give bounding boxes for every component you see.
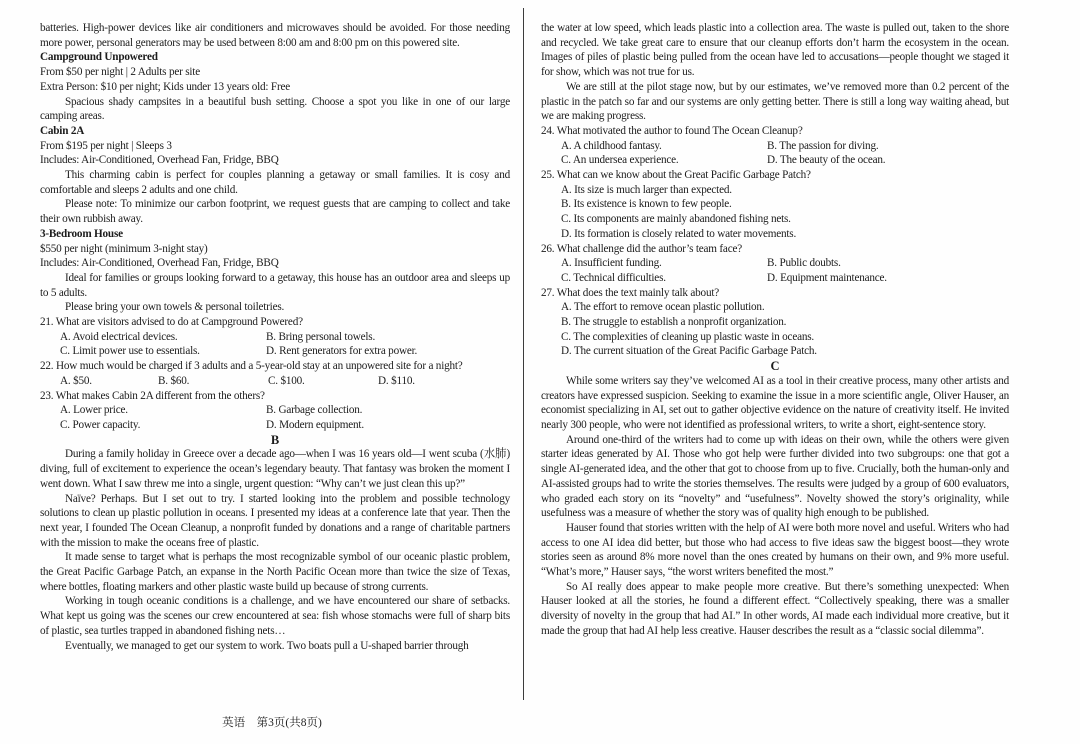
paragraph: the water at low speed, which leads plastic into a collection area. The waste is pulled out, taken to the shore and recycled. We take great care to ensure that our cleanup efforts don’t harm the ecosystem in the ocean. Images of piles of plastic being pulled from the ocean have led to accusations—people thought we staged it for show, which was not true for us. (541, 22, 1009, 79)
paragraph: batteries. High-power devices like air conditioners and microwaves should be avoided. For those needing more power, personal generators may be used between 8:00 am and 8:00 pm on this powered site. (40, 22, 510, 49)
option: B. The passion for diving. (767, 139, 879, 152)
column-divider (523, 8, 524, 700)
paragraph: Eventually, we managed to get our system to work. Two boats pull a U-shaped barrier through (65, 639, 469, 652)
section-label: B (270, 432, 280, 447)
question: 21. What are visitors advised to do at Campground Powered? (40, 316, 303, 329)
option: D. The beauty of the ocean. (767, 154, 886, 167)
left-column (40, 21, 510, 653)
option: C. Technical difficulties. (561, 271, 666, 284)
options-row (541, 139, 1009, 168)
option: A. Avoid electrical devices. (60, 330, 178, 343)
info-line: $550 per night (minimum 3-night stay) (40, 242, 208, 255)
option: A. Its size is much larger than expected. (561, 183, 732, 196)
option: D. Rent generators for extra power. (266, 345, 418, 358)
option: D. Modern equipment. (266, 418, 364, 431)
paragraph: This charming cabin is perfect for couples planning a getaway or small families. It is cosy and comfortable and sleeps 2 adults and one child. (40, 169, 510, 196)
item-heading: Cabin 2A (40, 124, 85, 137)
option: A. The effort to remove ocean plastic pollution. (561, 301, 765, 314)
paragraph: While some writers say they’ve welcomed AI as a tool in their creative process, many other artists and creators have expressed suspicion. Seeking to examine the issue in a more scientific angle, Oliver Hauser, an economist specializing in AI, set out to gather objective evidence on the nature of creativity itself. He invited nearly 300 people, who were not identified as professional writers, to write a short, eight-sentence story. (541, 374, 1009, 431)
options-row (541, 300, 1009, 359)
paragraph: Please bring your own towels & personal toiletries. (65, 301, 285, 314)
paragraph: It made sense to target what is perhaps the most recognizable symbol of our oceanic plastic problem, the Great Pacific Garbage Patch, an expanse in the North Pacific Ocean more than twice the size of Texas, where bottles, floating markers and other plastic waste build up because of strong currents. (40, 551, 510, 593)
option: A. Insufficient funding. (561, 257, 662, 270)
paragraph: We are still at the pilot stage now, but by our estimates, we’ve removed more than 0.2 percent of the plastic in the patch so far and our systems are only getting better. There is still a long way waiting ahead, but we are making progress. (541, 80, 1009, 123)
paragraph: Please note: To minimize our carbon footprint, we request guests that are camping to collect and take their own rubbish away. (40, 198, 510, 226)
question: 25. What can we know about the Great Pacific Garbage Patch? (541, 169, 811, 182)
options-row (40, 403, 510, 432)
paragraph: So AI really does appear to make people more creative. But there’s something unexpected: When Hauser looked at all the stories, he found a different effect. “Collectively speaking, there was a smaller diversity of novelty in the group that had AI.” In other words, AI made each individual more creative, but it made the group that had AI help less creative. Hauser describes the result as a “classic social dilemma”. (541, 580, 1009, 637)
info-line: Extra Person: $10 per night; Kids under 13 years old: Free (40, 80, 291, 93)
question: 22. How much would be charged if 3 adults and a 5-year-old stay at an unpowered site for a night? (40, 360, 463, 373)
paragraph: Naïve? Perhaps. But I set out to try. I started looking into the problem and possible technology solutions to clean up plastic pollution in oceans. I presented my ideas at a conference late that year. Then the next year, I founded The Ocean Cleanup, a nonprofit funded by donations and a range of charitable partners with the mission to make the oceans free of plastic. (40, 492, 510, 549)
paragraph: During a family holiday in Greece over a decade ago—when I was 16 years old—I went scuba (水肺) diving, full of excitement to experience the ocean’s legendary beauty. That fantasy was broken the moment I went down. What I saw threw me into a single, urgent question: “Why can’t we just clean this up?” (40, 448, 510, 490)
option: B. Public doubts. (767, 257, 841, 270)
option: B. $60. (158, 374, 190, 387)
options-row (541, 183, 1009, 242)
paragraph: Around one-third of the writers had to come up with ideas on their own, while the others were given starter ideas generated by AI. Those who got help were further divided into two subgroups: one that got a single AI-generated idea, and the other that got to choose from up to five. Crucially, both the human-only and AI-assisted groups had to write the stories themselves. The results were judged by a group of 600 evaluators, who graded each story on its “novelty” and “usefulness”. Novelty showed the story’s originality, while usefulness was a measure of whether the story was of quality high enough to be published. (541, 433, 1009, 520)
info-line: Includes: Air-Conditioned, Overhead Fan, Fridge, BBQ (40, 257, 279, 270)
options-row (40, 330, 510, 359)
info-line: Includes: Air-Conditioned, Overhead Fan, Fridge, BBQ (40, 154, 279, 167)
option: C. An undersea experience. (561, 154, 679, 167)
option: C. The complexities of cleaning up plastic waste in oceans. (561, 330, 815, 343)
paragraph: Hauser found that stories written with the help of AI were both more novel and useful. Writers who had access to one AI idea did better, but those who had access to five ideas saw the biggest boost—they wrote stories seen as around 8% more novel than the ones created by humans on their own, and 9% more useful. “What’s more,” Hauser says, “the worst writers benefited the most.” (541, 521, 1009, 579)
item-heading: 3-Bedroom House (40, 227, 123, 240)
info-line: From $50 per night | 2 Adults per site (40, 66, 200, 79)
info-line: From $195 per night | Sleeps 3 (40, 139, 172, 152)
question: 24. What motivated the author to found The Ocean Cleanup? (541, 124, 803, 137)
option: D. $110. (378, 374, 415, 387)
right-column (541, 21, 1009, 639)
options-row (40, 374, 510, 389)
option: B. Its existence is known to few people. (561, 198, 732, 211)
option: B. The struggle to establish a nonprofit organization. (561, 316, 787, 329)
page-footer: 英语 第3页(共8页) (222, 717, 322, 729)
option: C. Power capacity. (60, 418, 141, 431)
question: 23. What makes Cabin 2A different from the others? (40, 389, 265, 402)
option: B. Garbage collection. (266, 404, 363, 417)
option: C. $100. (268, 374, 305, 387)
section-label: C (770, 359, 780, 374)
option: D. The current situation of the Great Pacific Garbage Patch. (561, 345, 817, 358)
option: A. A childhood fantasy. (561, 139, 662, 152)
option: B. Bring personal towels. (266, 330, 376, 343)
options-row (541, 256, 1009, 285)
question: 27. What does the text mainly talk about? (541, 286, 720, 299)
paragraph: Spacious shady campsites in a beautiful bush setting. Choose a spot you like in one of our large camping areas. (40, 95, 510, 123)
item-heading: Campground Unpowered (40, 51, 158, 64)
paragraph: Working in tough oceanic conditions is a challenge, and we have encountered our share of setbacks. What kept us going was the scenes our crew encountered at sea: fish whose stomachs were full of sharp bits of plastic, sea turtles trapped in abandoned fishing nets… (40, 595, 510, 637)
paragraph: Ideal for families or groups looking forward to a getaway, this house has an outdoor area and sleeps up to 5 adults. (40, 271, 510, 299)
option: D. Equipment maintenance. (767, 271, 887, 284)
option: A. Lower price. (60, 404, 128, 417)
option: A. $50. (60, 374, 92, 387)
option: C. Limit power use to essentials. (60, 345, 200, 358)
option: D. Its formation is closely related to water movements. (561, 227, 797, 240)
question: 26. What challenge did the author’s team face? (541, 242, 742, 255)
option: C. Its components are mainly abandoned fishing nets. (561, 213, 791, 226)
